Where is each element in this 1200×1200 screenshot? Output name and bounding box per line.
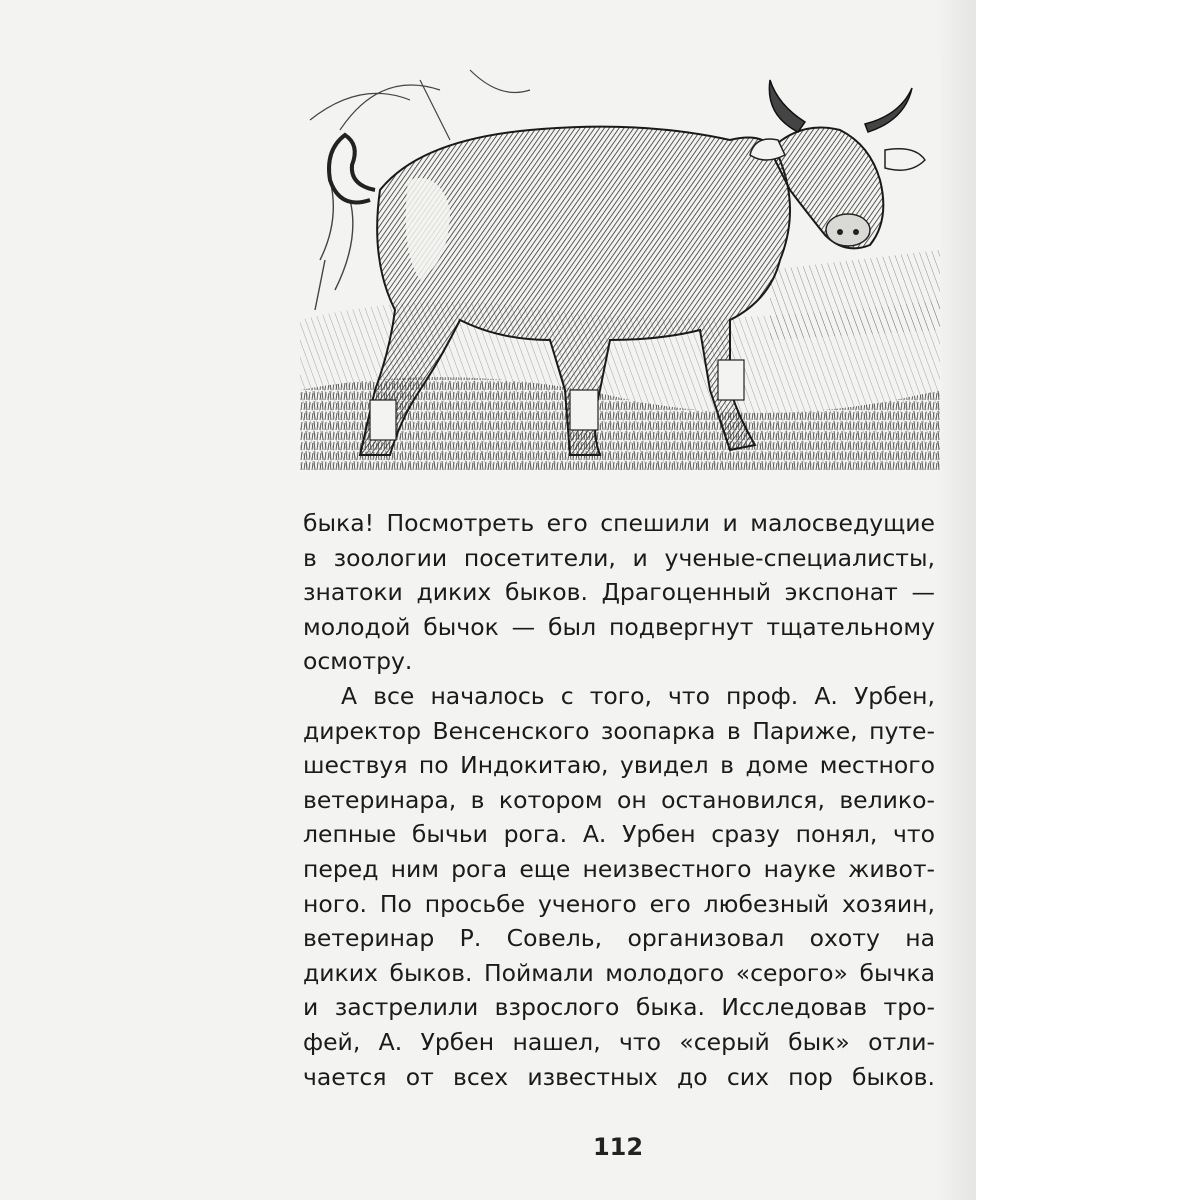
text-line-9: ветеринара, в котором он остановился, велико- [303, 785, 935, 814]
text-line-1: быка! Посмотреть его спешили и малосведущие [303, 509, 935, 537]
text-line-4: молодой бычок — был подвергнут тщательному [303, 612, 935, 641]
text-line-5: осмотру. [303, 647, 413, 676]
body-text [303, 506, 935, 1094]
text-line-8: шествуя по Индокитаю, увидел в доме местного [303, 751, 935, 780]
text-line-3: знатоки диких быков. Драгоценный экспонат — [303, 578, 935, 607]
text-line-13: ветеринар Р. Совель, организовал охоту на [303, 924, 935, 953]
text-line-12: ного. По просьбе ученого его любезный хозяин, [303, 889, 935, 918]
text-line-11: перед ним рога еще неизвестного науке живот- [303, 854, 935, 883]
text-line-17: чается от всех известных до сих пор быков. [303, 1062, 935, 1091]
text-line-7: директор Венсенского зоопарка в Париже, путе- [303, 716, 935, 745]
bull-engraving-icon [300, 60, 940, 470]
text-line-15: и застрелили взрослого быка. Исследовав тро- [303, 993, 935, 1022]
page-edge-shadow [936, 0, 976, 1200]
page-number: 112 [592, 1133, 644, 1161]
bull-engraving-illustration [300, 60, 940, 470]
text-line-10: лепные бычьи рога. А. Урбен сразу понял, что [303, 820, 935, 849]
text-line-2: в зоологии посетители, и ученые-специалисты, [303, 543, 935, 572]
text-line-16: фей, А. Урбен нашел, что «серый бык» отли- [303, 1027, 935, 1056]
text-line-14: диких быков. Поймали молодого «серого» бычка [303, 958, 935, 987]
text-line-6: А все началось с того, что проф. А. Урбен, [341, 681, 935, 710]
scan-background [976, 0, 1200, 1200]
